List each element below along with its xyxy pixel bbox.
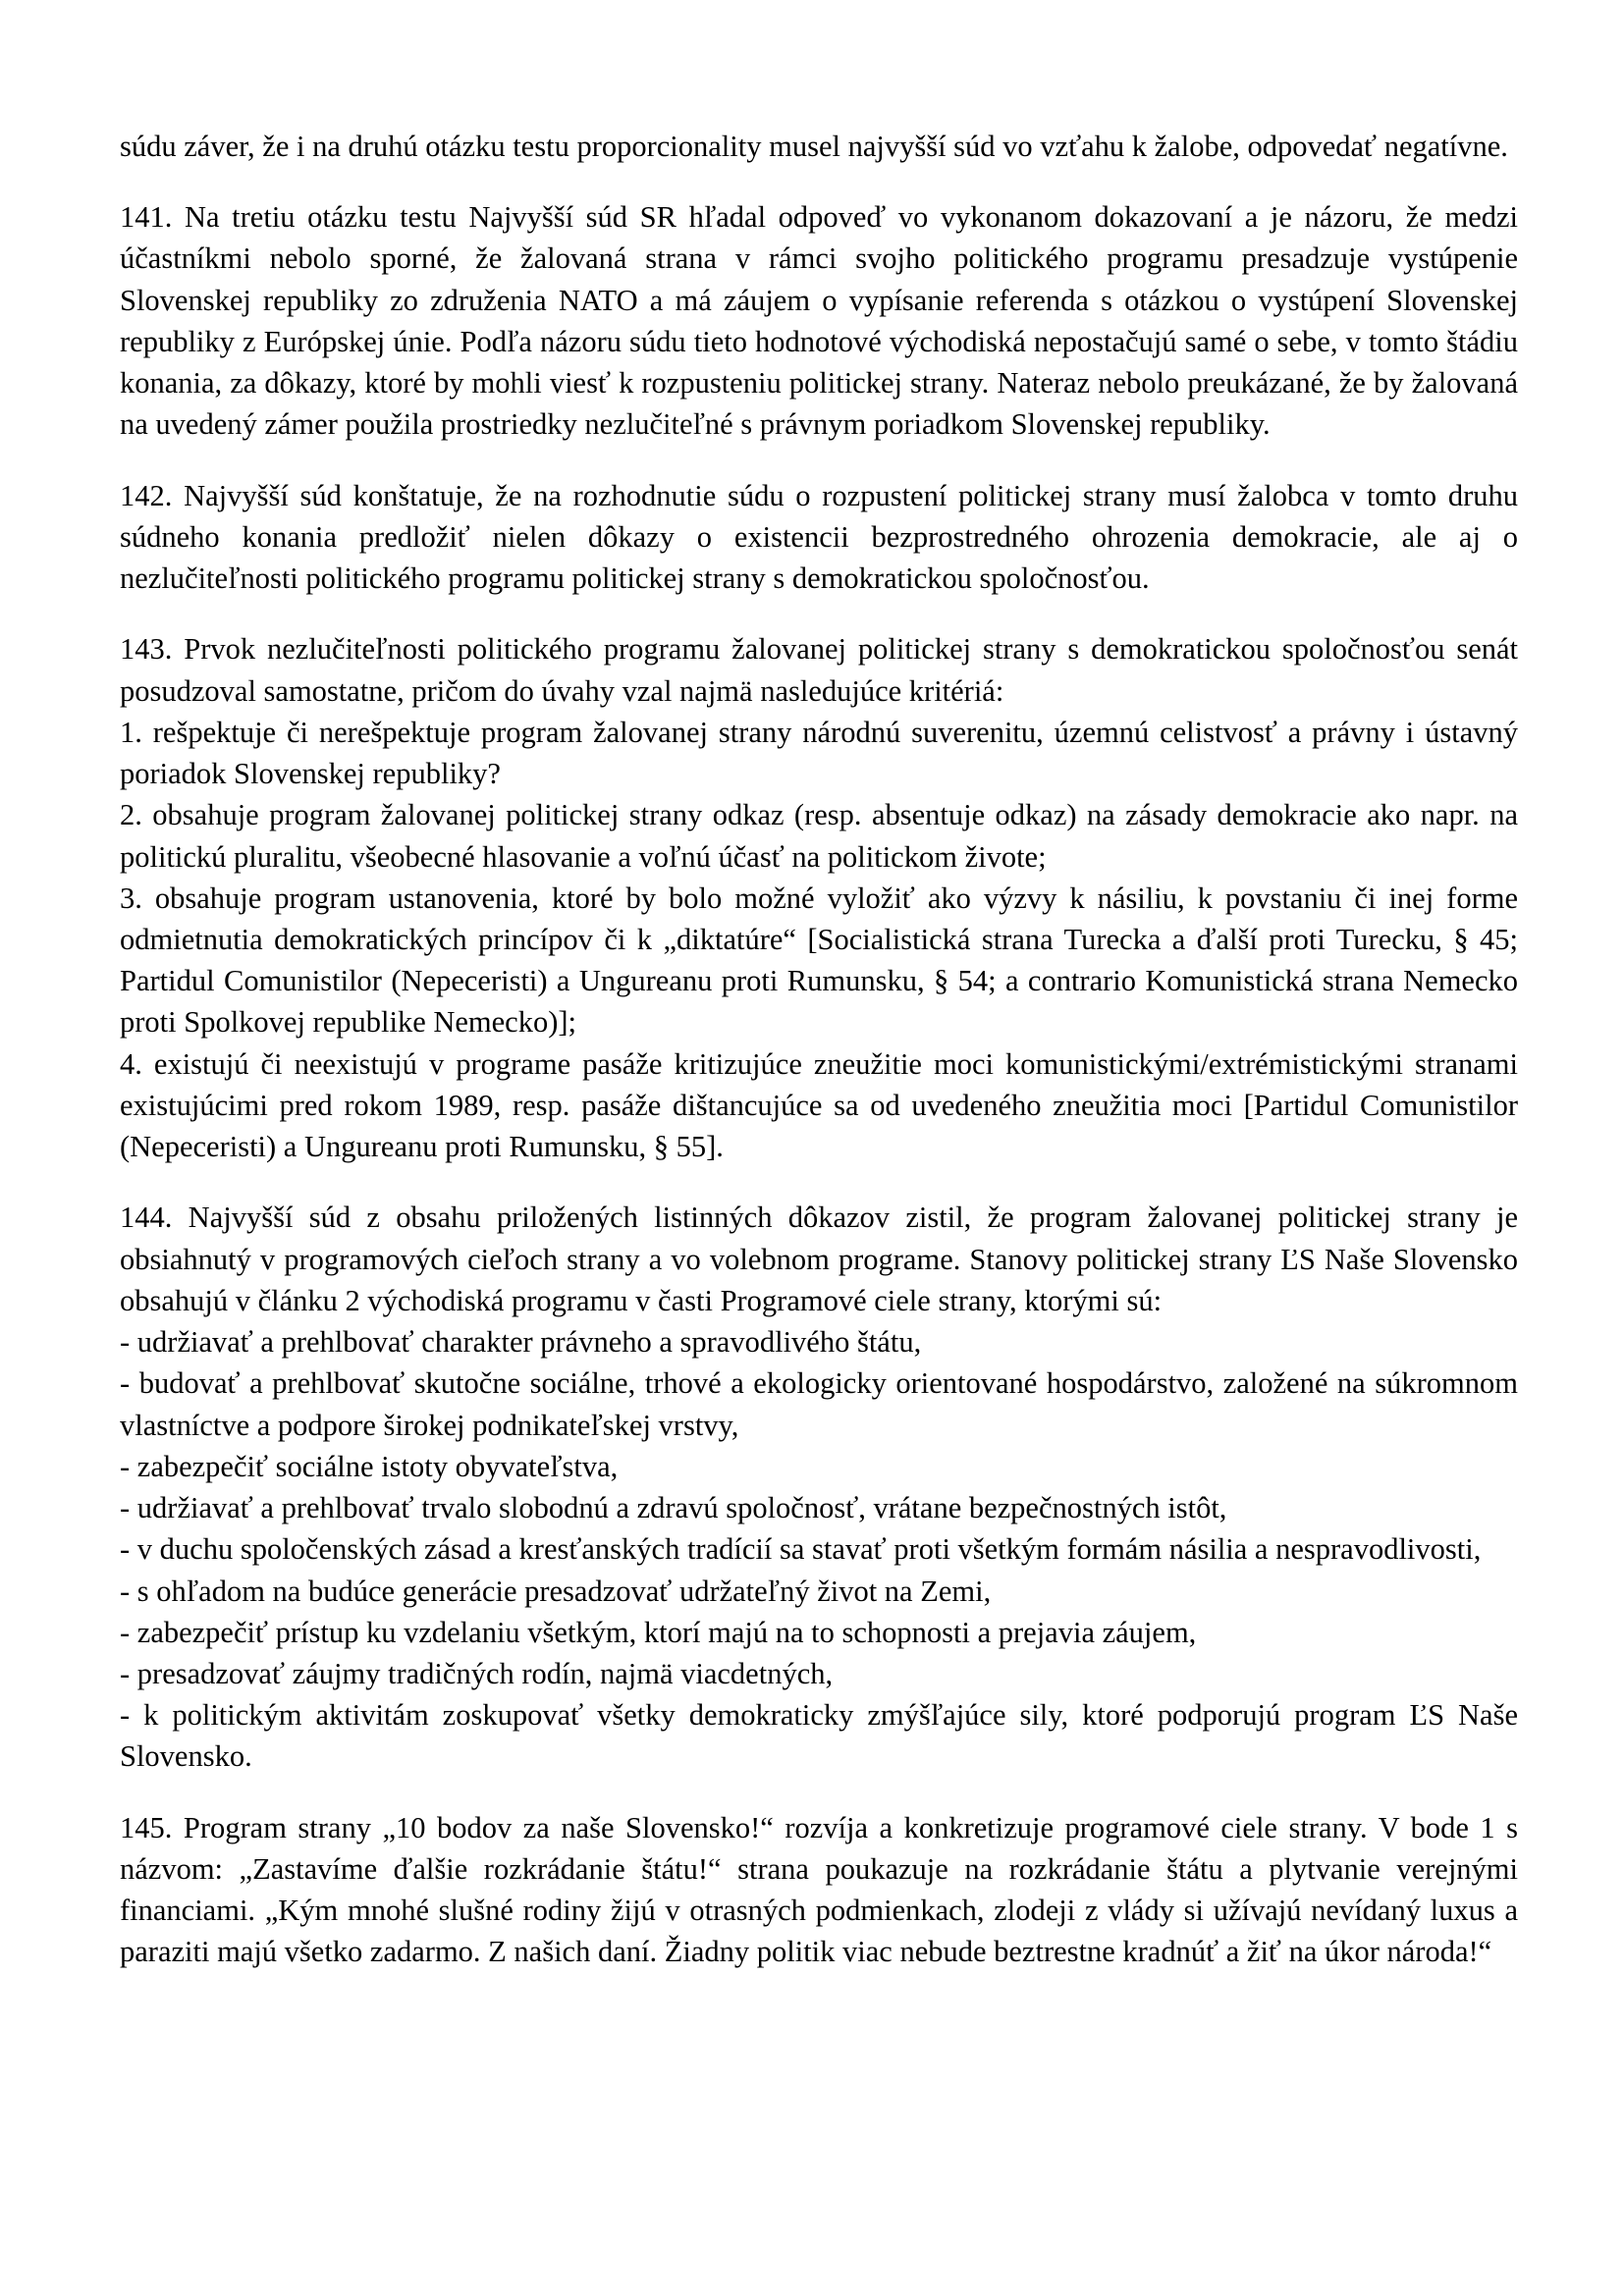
- programme-goal-item: - presadzovať záujmy tradičných rodín, najmä viacdetných,: [120, 1656, 834, 1690]
- document-text-column: [120, 126, 1518, 1973]
- paragraph-spacer: [120, 1778, 1518, 1807]
- criteria-list: [120, 712, 1518, 1168]
- criteria-list-item: 4. existujú či neexistujú v programe pasáže kritizujúce zneužitie moci komunistickými/extrémistickými stranami existujúcimi pred rokom 1989, resp. pasáže dištancujúce sa od uvedeného zneužitia moci [Partidul Comunistilor (Nepeceristi) a Ungureanu proti Rumunsku, § 55].: [120, 1046, 1518, 1164]
- paragraph-spacer: [120, 167, 1518, 196]
- paragraph-spacer: [120, 446, 1518, 475]
- programme-goal-item: - zabezpečiť prístup ku vzdelaniu všetkým, ktorí majú na to schopnosti a prejavia záujem,: [120, 1615, 1197, 1649]
- paragraph-144-intro: 144. Najvyšší súd z obsahu priložených listinných dôkazov zistil, že program žalovanej politickej strany je obsiahnutý v programových cieľoch strany a vo volebnom programe. Stanovy politickej strany ĽS Naše Slovensko obsahujú v článku 2 východiská programu v časti Programové ciele strany, ktorými sú:: [120, 1201, 1518, 1317]
- programme-goal-item: - udržiavať a prehlbovať trvalo slobodnú a zdravú spoločnosť, vrátane bezpečnostných istôt,: [120, 1491, 1227, 1525]
- paragraph-spacer: [120, 1167, 1518, 1197]
- criteria-list-item: 3. obsahuje program ustanovenia, ktoré by bolo možné vyložiť ako výzvy k násiliu, k povstaniu či inej forme odmietnutia demokratických princípov či k „diktatúre“ [Socialistická strana Turecka a ďalší proti Turecku, § 45; Partidul Comunistilor (Nepeceristi) a Ungureanu proti Rumunsku, § 54; a contrario Komunistická strana Nemecko proti Spolkovej republike Nemecko)];: [120, 881, 1518, 1040]
- programme-goals-list: [120, 1321, 1518, 1778]
- paragraph-continuation: súdu záver, že i na druhú otázku testu proporcionality musel najvyšší súd vo vzťahu k žalobe, odpovedať negatívne.: [120, 130, 1508, 163]
- paragraph-145: 145. Program strany „10 bodov za naše Slovensko!“ rozvíja a konkretizuje programové ciele strany. V bode 1 s názvom: „Zastavíme ďalšie rozkrádanie štátu!“ strana poukazuje na rozkrádanie štátu a plytvanie verejnými financiami. „Kým mnohé slušné rodiny žijú v otrasných podmienkach, zlodeji z vlády si užívajú nevídaný luxus a paraziti majú všetko zadarmo. Z našich daní. Žiadny politik viac nebude beztrestne kradnúť a žiť na úkor národa!“: [120, 1810, 1518, 1969]
- criteria-list-item: 2. obsahuje program žalovanej politickej strany odkaz (resp. absentuje odkaz) na zásady demokracie ako napr. na politickú pluralitu, všeobecné hlasovanie a voľnú účasť na politickom živote;: [120, 798, 1518, 874]
- paragraph-142: 142. Najvyšší súd konštatuje, že na rozhodnutie súdu o rozpustení politickej strany musí žalobca v tomto druhu súdneho konania predložiť nielen dôkazy o existencii bezprostredného ohrozenia demokracie, ale aj o nezlučiteľnosti politického programu politickej strany s demokratickou spoločnosťou.: [120, 478, 1518, 596]
- programme-goal-item: - budovať a prehlbovať skutočne sociálne, trhové a ekologicky orientované hospodárstvo, založené na súkromnom vlastníctve a podpore širokej podnikateľskej vrstvy,: [120, 1366, 1518, 1442]
- programme-goal-item: - v duchu spoločenských zásad a kresťanských tradícií sa stavať proti všetkým formám násilia a nespravodlivosti,: [120, 1532, 1482, 1567]
- paragraph-143-intro: 143. Prvok nezlučiteľnosti politického programu žalovanej politickej strany s demokratickou spoločnosťou senát posudzoval samostatne, pričom do úvahy vzal najmä nasledujúce kritériá:: [120, 632, 1518, 708]
- programme-goal-item: - udržiavať a prehlbovať charakter právneho a spravodlivého štátu,: [120, 1325, 922, 1360]
- paragraph-141: 141. Na tretiu otázku testu Najvyšší súd SR hľadal odpoveď vo vykonanom dokazovaní a je názoru, že medzi účastníkmi nebolo sporné, že žalovaná strana v rámci svojho politického programu presadzuje vystúpenie Slovenskej republiky zo združenia NATO a má záujem o vypísanie referenda s otázkou o vystúpení Slovenskej republiky z Európskej únie. Podľa názoru súdu tieto hodnotové východiská nepostačujú samé o sebe, v tomto štádiu konania, za dôkazy, ktoré by mohli viesť k rozpusteniu politickej strany. Nateraz nebolo preukázané, že by žalovaná na uvedený zámer použila prostriedky nezlučiteľné s právnym poriadkom Slovenskej republiky.: [120, 200, 1518, 442]
- programme-goal-item: - zabezpečiť sociálne istoty obyvateľstva,: [120, 1449, 619, 1483]
- paragraph-spacer: [120, 599, 1518, 628]
- programme-goal-item: - k politickým aktivitám zoskupovať všetky demokraticky zmýšľajúce sily, ktoré podporujú program ĽS Naše Slovensko.: [120, 1698, 1518, 1774]
- programme-goal-item: - s ohľadom na budúce generácie presadzovať udržateľný život na Zemi,: [120, 1574, 992, 1608]
- criteria-list-item: 1. rešpektuje či nerešpektuje program žalovanej strany národnú suverenitu, územnú celistvosť a právny i ústavný poriadok Slovenskej republiky?: [120, 715, 1518, 791]
